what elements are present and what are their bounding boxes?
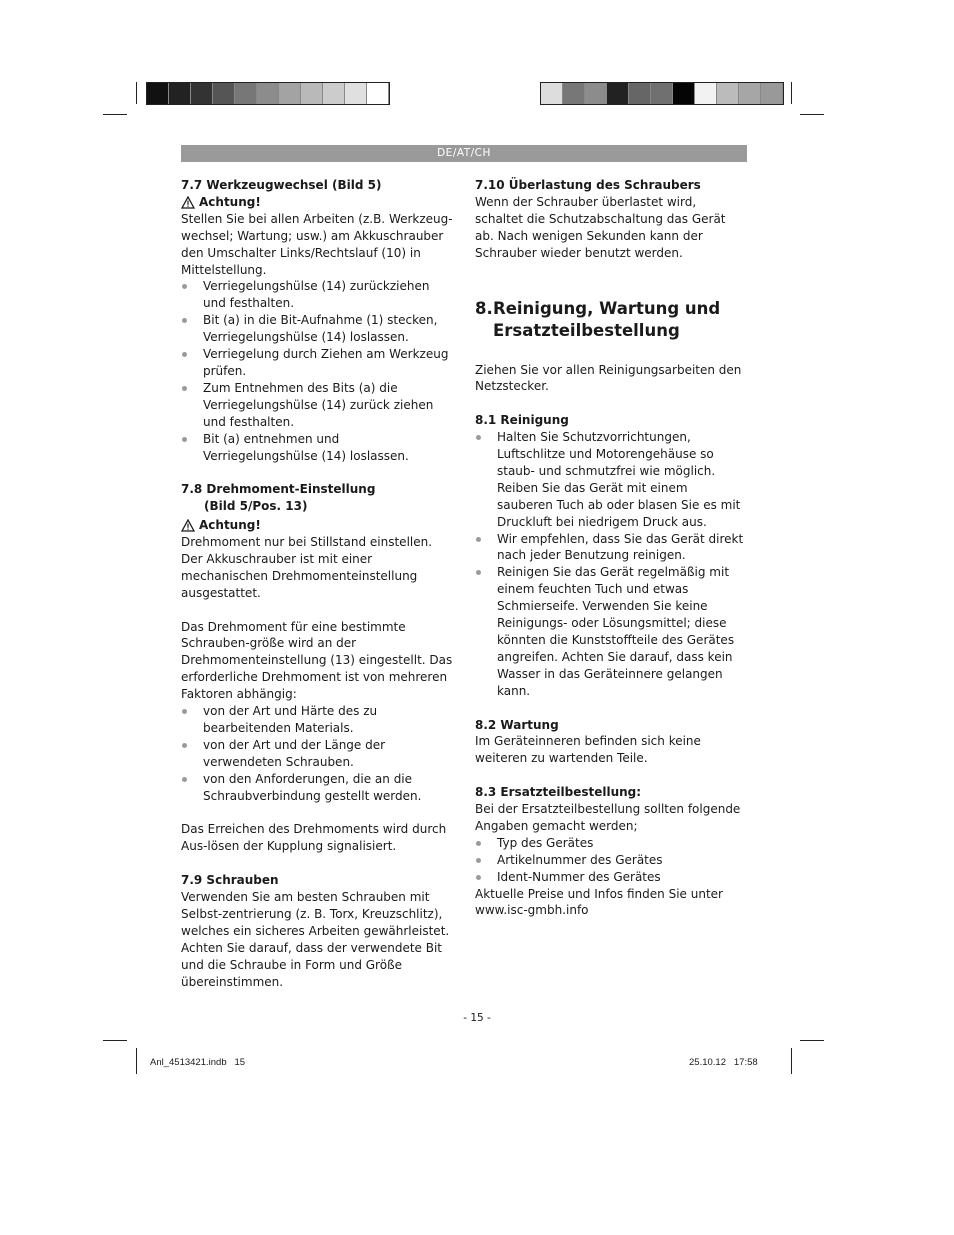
list-item: Typ des Gerätes	[475, 835, 747, 852]
right-column	[475, 177, 747, 919]
bullet-list	[181, 703, 456, 804]
list-item: Wir empfehlen, dass Sie das Gerät direkt nach jeder Benutzung reinigen.	[475, 531, 747, 565]
color-swatch	[761, 83, 783, 104]
color-bar-right	[540, 82, 784, 105]
color-swatch	[301, 83, 323, 104]
color-swatch	[739, 83, 761, 104]
crop-mark	[136, 82, 137, 104]
section-heading-7-8: 7.8 Drehmoment-Einstellung	[181, 482, 376, 497]
paragraph: Ziehen Sie vor allen Reinigungsarbeiten den Netzstecker.	[475, 362, 742, 394]
color-swatch	[169, 83, 191, 104]
bullet-list	[181, 278, 456, 464]
paragraph: Drehmoment nur bei Stillstand einstellen.	[181, 535, 433, 550]
color-swatch	[541, 83, 563, 104]
list-item: Verriegelung durch Ziehen am Werkzeug prüfen.	[181, 346, 456, 380]
color-swatch	[213, 83, 235, 104]
color-swatch	[367, 83, 389, 104]
section-heading-8-2: 8.2 Wartung	[475, 717, 559, 732]
section-heading-8-3: 8.3 Ersatzteilbestellung:	[475, 785, 642, 800]
section-heading-7-9: 7.9 Schrauben	[181, 873, 279, 888]
color-swatch	[629, 83, 651, 104]
list-item: Reinigen Sie das Gerät regelmäßig mit einem feuchten Tuch und etwas Schmierseife. Verwenden Sie keine Reinigungs- oder Lösungsmittel; diese könnten die Kunststoffteile des Gerätes angreifen. Achten Sie darauf, dass kein Wasser in das Geräteinnere gelangen kann.	[475, 564, 747, 699]
language-header-bar: DE/AT/CH	[181, 145, 747, 162]
list-item: Artikelnummer des Gerätes	[475, 852, 747, 869]
color-swatch	[563, 83, 585, 104]
color-swatch	[345, 83, 367, 104]
crop-mark	[800, 114, 824, 115]
chapter-number: 8.	[475, 298, 493, 318]
crop-mark	[136, 1048, 137, 1074]
color-swatch	[279, 83, 301, 104]
color-swatch	[717, 83, 739, 104]
page-number: - 15 -	[463, 1012, 491, 1024]
bullet-list	[475, 429, 747, 700]
crop-mark	[791, 1048, 792, 1074]
paragraph: Im Geräteinneren befinden sich keine weiteren zu wartenden Teile.	[475, 734, 701, 766]
color-swatch	[673, 83, 695, 104]
section-heading-8-1: 8.1 Reinigung	[475, 413, 569, 428]
section-heading-7-10: 7.10 Überlastung des Schraubers	[475, 178, 701, 192]
list-item: Zum Entnehmen des Bits (a) die Verriegelungshülse (14) zurück ziehen und festhalten.	[181, 380, 456, 431]
color-swatch	[585, 83, 607, 104]
section-heading-7-7: 7.7 Werkzeugwechsel (Bild 5)	[181, 178, 382, 192]
list-item: Bit (a) entnehmen und Verriegelungshülse (14) loslassen.	[181, 431, 456, 465]
paragraph: Aktuelle Preise und Infos finden Sie unter www.isc-gmbh.info	[475, 886, 723, 918]
list-item: von der Art und Härte des zu bearbeitenden Materials.	[181, 703, 456, 737]
color-swatch	[147, 83, 169, 104]
footer-file-info: Anl_4513421.indb 15	[150, 1057, 246, 1068]
crop-mark	[800, 1040, 824, 1041]
paragraph: Wenn der Schrauber überlastet wird, schaltet die Schutzabschaltung das Gerät ab. Nach wenigen Sekunden kann der Schrauber wieder benutzt werden.	[475, 194, 726, 260]
footer-date-info: 25.10.12 17:58	[689, 1057, 758, 1068]
list-item: von der Art und der Länge der verwendeten Schrauben.	[181, 737, 456, 771]
list-item: Ident-Nummer des Gerätes	[475, 869, 747, 886]
section-heading-7-8-sub: (Bild 5/Pos. 13)	[204, 499, 308, 514]
chapter-title: Reinigung, Wartung und Ersatzteilbestellung	[493, 298, 721, 340]
list-item: von den Anforderungen, die an die Schraubverbindung gestellt werden.	[181, 771, 456, 805]
color-swatch	[607, 83, 629, 104]
list-item: Halten Sie Schutzvorrichtungen, Luftschlitze und Motorengehäuse so staub- und schmutzfrei wie möglich. Reiben Sie das Gerät mit einem sauberen Tuch ab oder blasen Sie es mit Druckluft bei niedrigem Druck aus.	[475, 429, 747, 530]
color-swatch	[235, 83, 257, 104]
warning-label: Achtung!	[181, 517, 456, 534]
list-item: Verriegelungshülse (14) zurückziehen und festhalten.	[181, 278, 456, 312]
color-bar-left	[146, 82, 390, 105]
paragraph: Der Akkuschrauber ist mit einer mechanischen Drehmomenteinstellung ausgestattet.	[181, 551, 418, 600]
color-swatch	[323, 83, 345, 104]
warning-label: Achtung!	[181, 194, 456, 211]
color-swatch	[695, 83, 717, 104]
color-swatch	[191, 83, 213, 104]
crop-mark	[103, 114, 127, 115]
paragraph: Das Drehmoment für eine bestimmte Schrauben-größe wird an der Drehmomenteinstellung (13) eingestellt. Das erforderliche Drehmoment ist von mehreren Faktoren abhängig:	[181, 619, 453, 702]
warning-triangle-icon	[181, 196, 195, 209]
warning-triangle-icon	[181, 519, 195, 532]
paragraph: Stellen Sie bei allen Arbeiten (z.B. Werkzeug-wechsel; Wartung; usw.) am Akkuschrauber den Umschalter Links/Rechtslauf (10) in Mittelstellung.	[181, 211, 453, 277]
paragraph: Bei der Ersatzteilbestellung sollten folgende Angaben gemacht werden;	[475, 802, 741, 833]
bullet-list	[475, 835, 747, 886]
color-swatch	[651, 83, 673, 104]
list-item: Bit (a) in die Bit-Aufnahme (1) stecken, Verriegelungshülse (14) loslassen.	[181, 312, 456, 346]
paragraph: Verwenden Sie am besten Schrauben mit Selbst-zentrierung (z. B. Torx, Kreuzschlitz), welches ein sicheres Arbeiten gewährleistet. Achten Sie darauf, dass der verwendete Bit und die Schraube in Form und Größe übereinstimmen.	[181, 890, 450, 989]
crop-mark	[103, 1040, 127, 1041]
left-column	[181, 177, 456, 990]
crop-mark	[791, 82, 792, 104]
paragraph: Das Erreichen des Drehmoments wird durch Aus-lösen der Kupplung signalisiert.	[181, 822, 447, 854]
chapter-heading-8	[475, 298, 747, 342]
color-swatch	[257, 83, 279, 104]
